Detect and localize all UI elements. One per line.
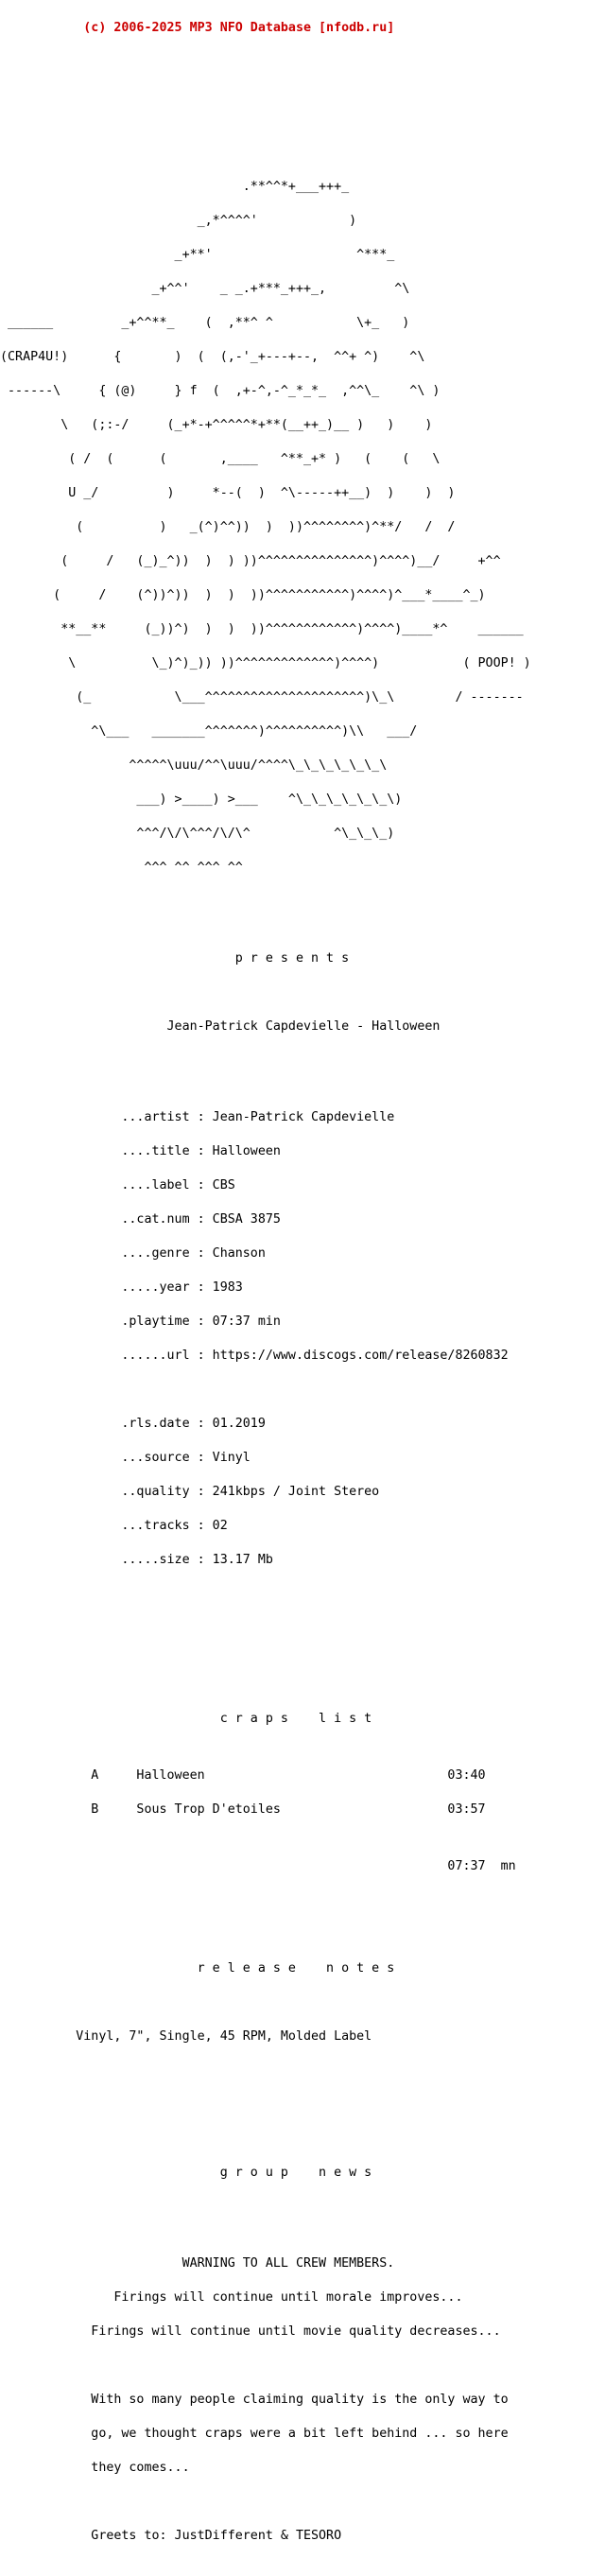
total-time: 07:37 mn: [0, 1859, 516, 1873]
info-year: .....year : 1983: [0, 1280, 243, 1295]
art-line: ^^^ ^^ ^^^ ^^: [0, 861, 243, 875]
nfo-database-header: (c) 2006-2025 MP3 NFO Database [nfodb.ru]: [0, 21, 395, 35]
track-row: A Halloween 03:40: [0, 1768, 486, 1783]
art-line: [0, 79, 531, 91]
info-cat-num: ..cat.num : CBSA 3875: [0, 1212, 281, 1227]
art-line: .**^^*+___+++_: [0, 180, 350, 194]
art-line: ^^^/\/\^^^/\/\^ ^\_\_\_): [0, 827, 395, 841]
art-line: [0, 148, 531, 159]
tracklist-heading: c r a p s l i s t: [0, 1712, 372, 1726]
info-label: ....label : CBS: [0, 1178, 235, 1192]
info-rls-date: .rls.date : 01.2019: [0, 1417, 266, 1431]
art-line: ^^^^^\uuu/^^\uuu/^^^^\_\_\_\_\_\_\: [0, 758, 388, 773]
info-playtime: .playtime : 07:37 min: [0, 1314, 281, 1329]
group-news-heading: g r o u p n e w s: [0, 2166, 372, 2180]
art-line: ___) >____) >___ ^\_\_\_\_\_\_\): [0, 792, 403, 807]
info-title: ....title : Halloween: [0, 1144, 281, 1158]
art-line: _,*^^^^' ): [0, 214, 357, 228]
news-line: Firings will continue until movie quality decreases...: [0, 2324, 501, 2339]
tracklist: [0, 1748, 531, 1838]
info-url: ......url : https://www.discogs.com/release/8260832: [0, 1349, 509, 1363]
info-artist: ...artist : Jean-Patrick Capdevielle: [0, 1110, 395, 1124]
art-line: \ (;:-/ (_+*-+^^^^^*+**(__++_)__ ) ) ): [0, 418, 433, 432]
group-news: [0, 2236, 531, 2565]
info-tracks: ...tracks : 02: [0, 1519, 228, 1533]
news-line: [0, 2497, 531, 2508]
art-line: ( / (^))^)) ) ) ))^^^^^^^^^^^)^^^^)^___*____^_): [0, 588, 486, 602]
news-line: With so many people claiming quality is the only way to: [0, 2393, 509, 2407]
presents-heading: p r e s e n t s: [0, 951, 350, 966]
info-size: .....size : 13.17 Mb: [0, 1553, 273, 1567]
news-line: WARNING TO ALL CREW MEMBERS.: [0, 2256, 395, 2271]
news-line: Greets to: JustDifferent & TESORO: [0, 2529, 342, 2543]
art-line: ( ) _(^)^^)) ) ))^^^^^^^^)^**/ / /: [0, 520, 456, 534]
ascii-art: [0, 57, 531, 896]
info-genre: ....genre : Chanson: [0, 1246, 266, 1261]
art-line: (CRAP4U!) { ) ( (,-'_+---+--, ^^+ ^) ^\: [0, 350, 425, 364]
art-line: U _/ ) *--( ) ^\-----++__) ) ) ): [0, 486, 456, 500]
art-line: ( / (_)_^)) ) ) ))^^^^^^^^^^^^^^^)^^^^)__/ +^^: [0, 554, 501, 568]
news-line: they comes...: [0, 2461, 190, 2475]
art-line: \ \_)^)_)) ))^^^^^^^^^^^^^)^^^^) ( POOP! ): [0, 656, 531, 670]
track-row: B Sous Trop D'etoiles 03:57: [0, 1802, 486, 1817]
release-notes-text: Vinyl, 7", Single, 45 RPM, Molded Label: [0, 2029, 372, 2044]
news-line: Firings will continue until morale improves...: [0, 2290, 463, 2305]
art-line: ( / ( ( ,____ ^**_+* ) ( ( \: [0, 452, 441, 466]
art-line: ------\ { (@) } f ( ,+-^,-^_*_*_ ,^^\_ ^\ ): [0, 384, 441, 398]
art-line: (_ \___^^^^^^^^^^^^^^^^^^^^^)\_\ / -------: [0, 690, 524, 705]
info-spacer: [0, 1384, 531, 1396]
art-line: _+**' ^***_: [0, 248, 395, 262]
art-line: ^\___ _______^^^^^^^)^^^^^^^^^^)\\ ___/: [0, 724, 418, 739]
release-title: Jean-Patrick Capdevielle - Halloween: [0, 1019, 441, 1034]
art-line: _+^^' _ _.+***_+++_, ^\: [0, 282, 410, 296]
news-line: [0, 2360, 531, 2372]
release-info: [0, 1089, 531, 1589]
info-quality: ..quality : 241kbps / Joint Stereo: [0, 1485, 380, 1499]
release-notes-heading: r e l e a s e n o t e s: [0, 1961, 395, 1976]
art-line: ______ _+^^**_ ( ,**^ ^ \+_ ): [0, 316, 410, 330]
news-line: go, we thought craps were a bit left behind ... so here: [0, 2427, 509, 2441]
art-line: [0, 113, 531, 125]
art-line: **__** (_))^) ) ) ))^^^^^^^^^^^^)^^^^)____*^ ______: [0, 622, 524, 636]
info-source: ...source : Vinyl: [0, 1451, 251, 1465]
